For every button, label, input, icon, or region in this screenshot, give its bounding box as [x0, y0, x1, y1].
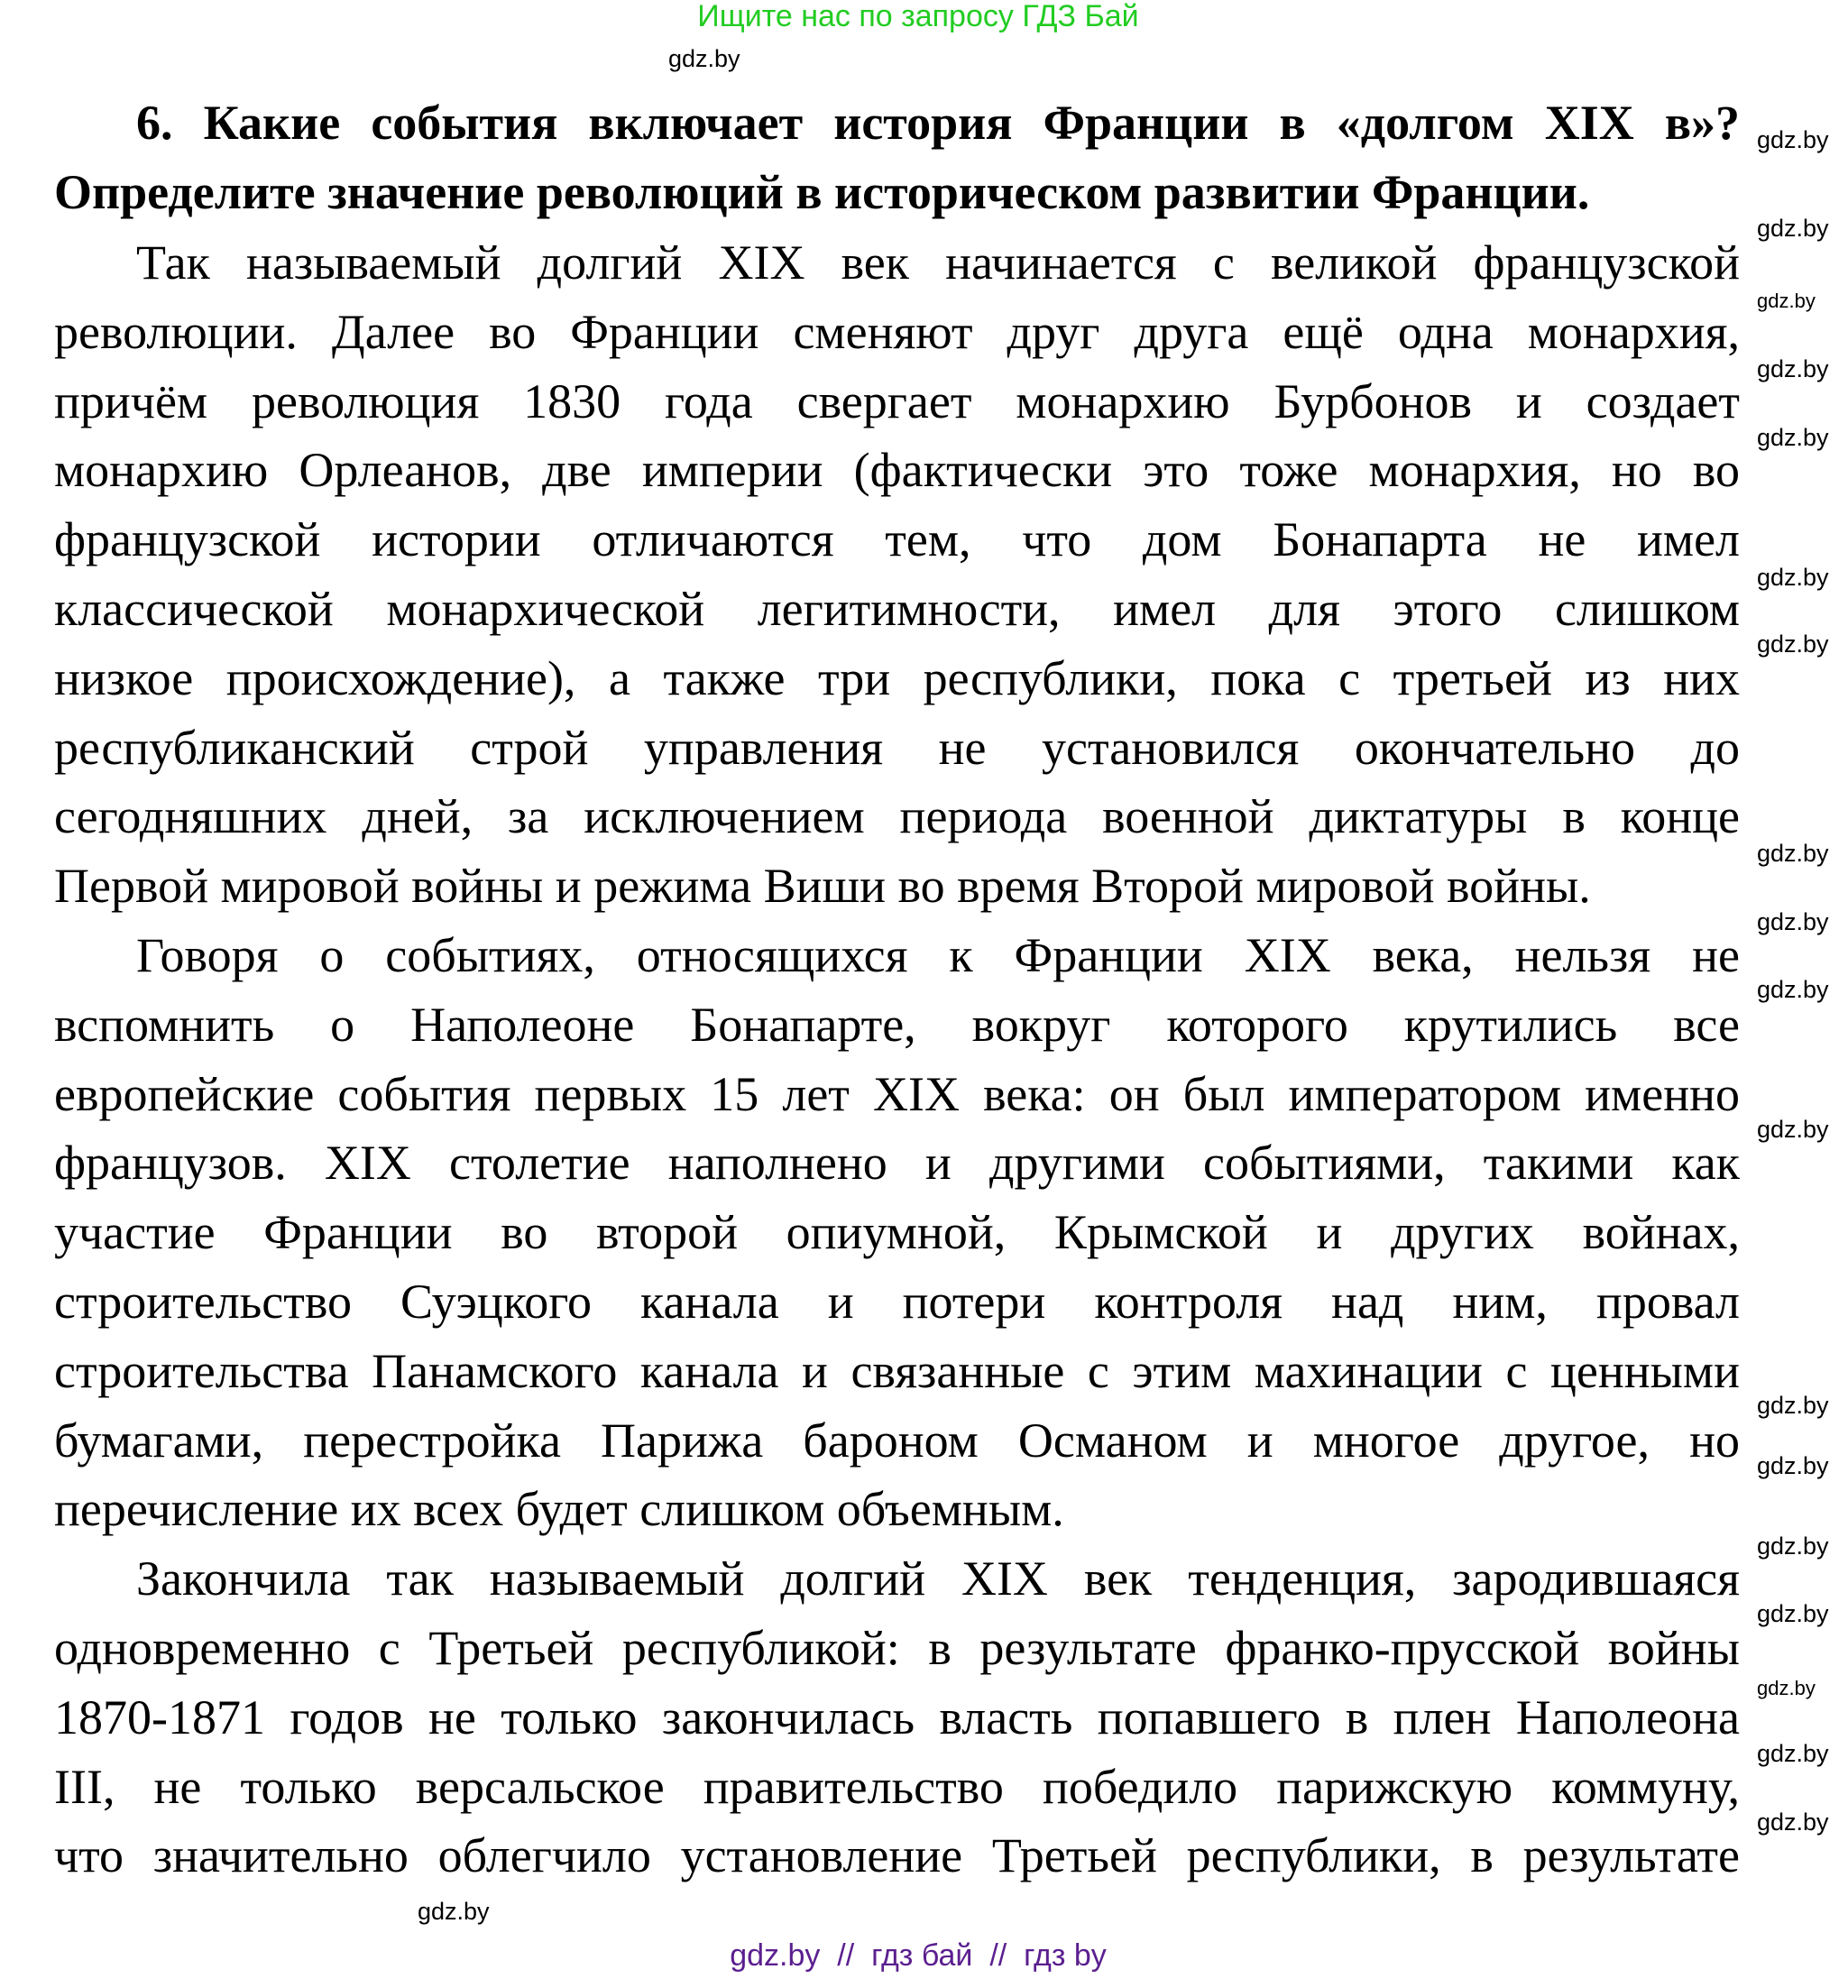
- watermark: gdz.by: [1757, 840, 1829, 867]
- text-line: что значительно облегчило установление Третьей республики, в результате: [54, 1828, 1740, 1883]
- text-line: низкое происхождение), а также три республики, пока с третьей из них: [54, 650, 1740, 705]
- text-line: строительства Панамского канала и связанные с этим махинации с ценными: [54, 1343, 1740, 1398]
- text-line: причём революция 1830 года свергает монархию Бурбонов и создает: [54, 373, 1740, 428]
- watermark: gdz.by: [1757, 1532, 1829, 1560]
- text-line: республиканский строй управления не установился окончательно до: [54, 720, 1740, 775]
- footer-links: gdz.by // гдз бай // гдз by: [730, 1938, 1107, 1973]
- text-line: III, не только версальское правительство победило парижскую коммуну,: [54, 1759, 1740, 1814]
- header-search-note: Ищите нас по запросу ГДЗ Бай: [697, 0, 1139, 33]
- text-line: европейские события первых 15 лет XIX века: он был императором именно: [54, 1066, 1740, 1121]
- watermark: gdz.by: [1757, 126, 1829, 153]
- watermark: gdz.by: [418, 1898, 490, 1925]
- text-line: одновременно с Третьей республикой: в результате франко-прусской войны: [54, 1620, 1740, 1675]
- text-line: бумагами, перестройка Парижа бароном Османом и многое другое, но: [54, 1413, 1740, 1468]
- text-line: перечисление их всех будет слишком объемным.: [54, 1482, 1064, 1537]
- watermark: gdz.by: [1757, 1809, 1829, 1836]
- text-line: Закончила так называемый долгий XIX век тенденция, зародившаяся: [136, 1551, 1740, 1606]
- text-line: Говоря о событиях, относящихся к Франции XIX века, нельзя не: [136, 927, 1740, 982]
- watermark: gdz.by: [1757, 424, 1829, 451]
- text-line: сегодняшних дней, за исключением периода военной диктатуры в конце: [54, 789, 1740, 844]
- watermark: gdz.by: [1757, 976, 1829, 1003]
- text-line: вспомнить о Наполеоне Бонапарте, вокруг которого крутились все: [54, 997, 1740, 1052]
- watermark: gdz.by: [1757, 1677, 1816, 1699]
- watermark: gdz.by: [1757, 1740, 1829, 1767]
- text-line: классической монархической легитимности, имел для этого слишком: [54, 581, 1740, 636]
- text-line: революции. Далее во Франции сменяют друг друга ещё одна монархия,: [54, 304, 1740, 359]
- watermark: gdz.by: [1757, 355, 1829, 382]
- title-line: Определите значение революций в историческом развитии Франции.: [54, 165, 1590, 219]
- question-title: [54, 88, 1740, 227]
- watermark: gdz.by: [1757, 215, 1829, 242]
- text-line: французской истории отличаются тем, что дом Бонапарта не имел: [54, 512, 1740, 567]
- watermark: gdz.by: [1757, 1600, 1829, 1627]
- text-line: 1870-1871 годов не только закончилась власть попавшего в плен Наполеона: [54, 1689, 1740, 1744]
- watermark: gdz.by: [1757, 630, 1829, 658]
- text-line: строительство Суэцкого канала и потери контроля над ним, провал: [54, 1274, 1740, 1329]
- watermark: gdz.by: [1757, 908, 1829, 935]
- text-line: Так называемый долгий XIX век начинается с великой французской: [136, 235, 1740, 290]
- watermark: gdz.by: [1757, 564, 1829, 591]
- text-line: монархию Орлеанов, две империи (фактически это тоже монархия, но во: [54, 443, 1740, 498]
- watermark: gdz.by: [1757, 1452, 1829, 1479]
- watermark: gdz.by: [668, 45, 740, 72]
- watermark: gdz.by: [1757, 1392, 1829, 1419]
- title-line: 6. Какие события включает история Франции в «долгом XIX в»?: [136, 96, 1740, 150]
- watermark: gdz.by: [1757, 1116, 1829, 1143]
- text-line: французов. XIX столетие наполнено и другими событиями, такими как: [54, 1136, 1740, 1191]
- answer-text: [54, 228, 1740, 1891]
- text-line: участие Франции во второй опиумной, Крымской и других войнах,: [54, 1205, 1740, 1260]
- text-line: Первой мировой войны и режима Виши во время Второй мировой войны.: [54, 859, 1591, 914]
- watermark: gdz.by: [1757, 290, 1816, 312]
